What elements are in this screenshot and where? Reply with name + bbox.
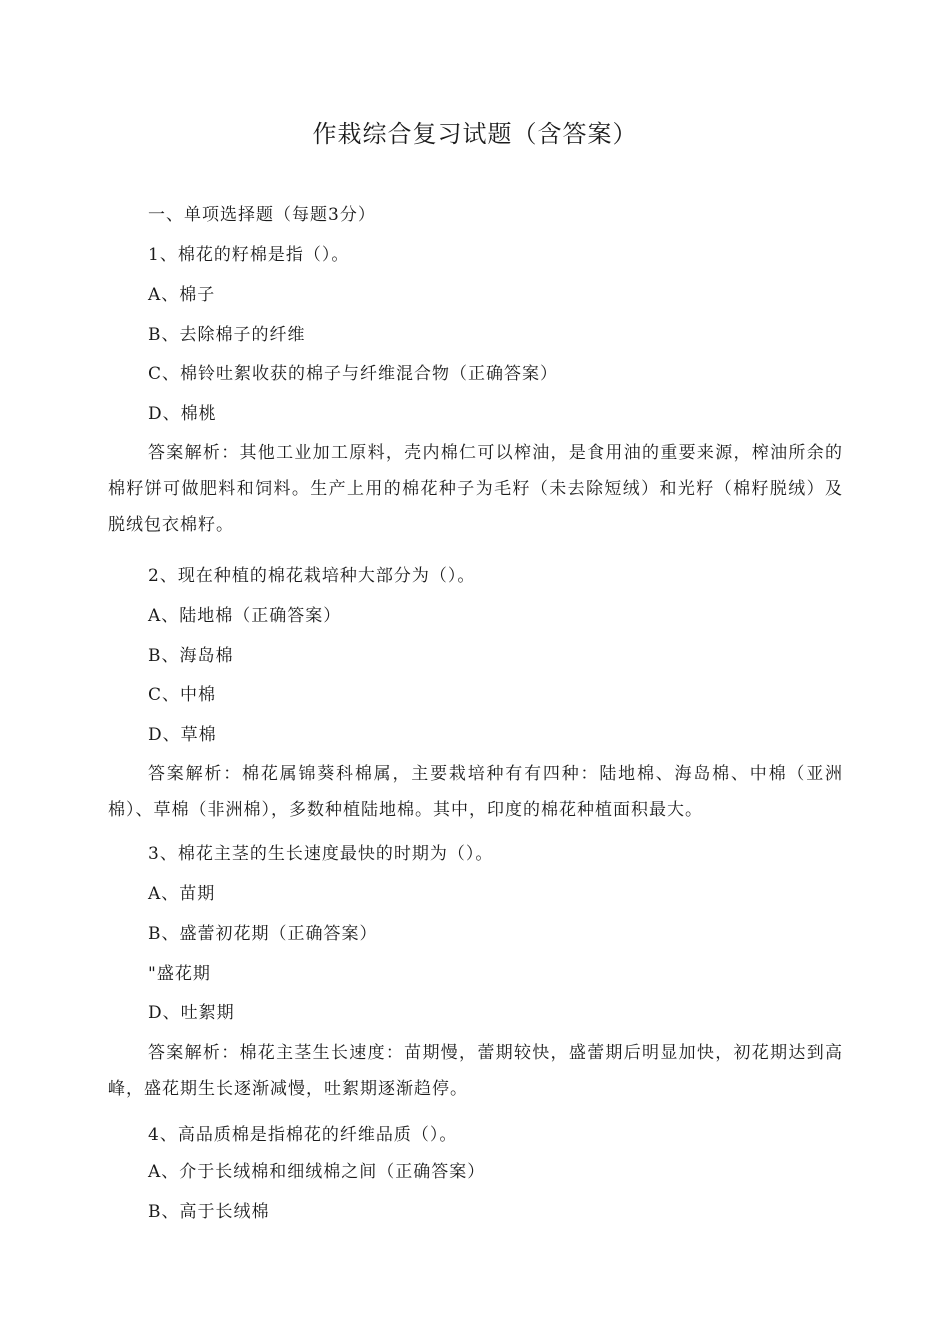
answer-explanation: 答案解析：其他工业加工原料，壳内棉仁可以榨油，是食用油的重要来源，榨油所余的棉籽饼可做肥料和饲料。生产上用的棉花种子为毛籽（未去除短绒）和光籽（棉籽脱绒）及脱绒包衣棉籽。 <box>108 443 843 535</box>
option-a: A、陆地棉（正确答案） <box>148 606 342 626</box>
option-b: B、高于长绒棉 <box>148 1202 270 1222</box>
document-title: 作栽综合复习试题（含答案） <box>312 120 638 148</box>
question-stem: 1、棉花的籽棉是指（）。 <box>148 245 350 265</box>
option-d: D、吐絮期 <box>148 1003 235 1023</box>
option-c: C、中棉 <box>148 685 217 705</box>
option-b: B、去除棉子的纤维 <box>148 325 306 345</box>
answer-explanation: 答案解析：棉花主茎生长速度：苗期慢，蕾期较快，盛蕾期后明显加快，初花期达到高峰，盛花期生长逐渐减慢，吐絮期逐渐趋停。 <box>108 1043 843 1099</box>
question-stem: 4、高品质棉是指棉花的纤维品质（）。 <box>148 1125 458 1145</box>
question-stem: 3、棉花主茎的生长速度最快的时期为（）。 <box>148 844 494 864</box>
option-a: A、介于长绒棉和细绒棉之间（正确答案） <box>148 1162 486 1182</box>
answer-explanation: 答案解析：棉花属锦葵科棉属，主要栽培种有有四种：陆地棉、海岛棉、中棉（亚洲棉）、草棉（非洲棉），多数种植陆地棉。其中，印度的棉花种植面积最大。 <box>108 764 843 820</box>
option-a: A、棉子 <box>148 285 216 305</box>
option-d: D、草棉 <box>148 725 217 745</box>
section-heading: 一、单项选择题（每题3分） <box>148 205 376 225</box>
question-stem: 2、现在种植的棉花栽培种大部分为（）。 <box>148 566 476 586</box>
option-a: A、苗期 <box>148 884 216 904</box>
option-d: D、棉桃 <box>148 404 217 424</box>
option-b: B、海岛棉 <box>148 646 234 666</box>
option-c: C、棉铃吐絮收获的棉子与纤维混合物（正确答案） <box>148 364 559 384</box>
option-c: "盛花期 <box>148 964 211 984</box>
option-b: B、盛蕾初花期（正确答案） <box>148 924 378 944</box>
